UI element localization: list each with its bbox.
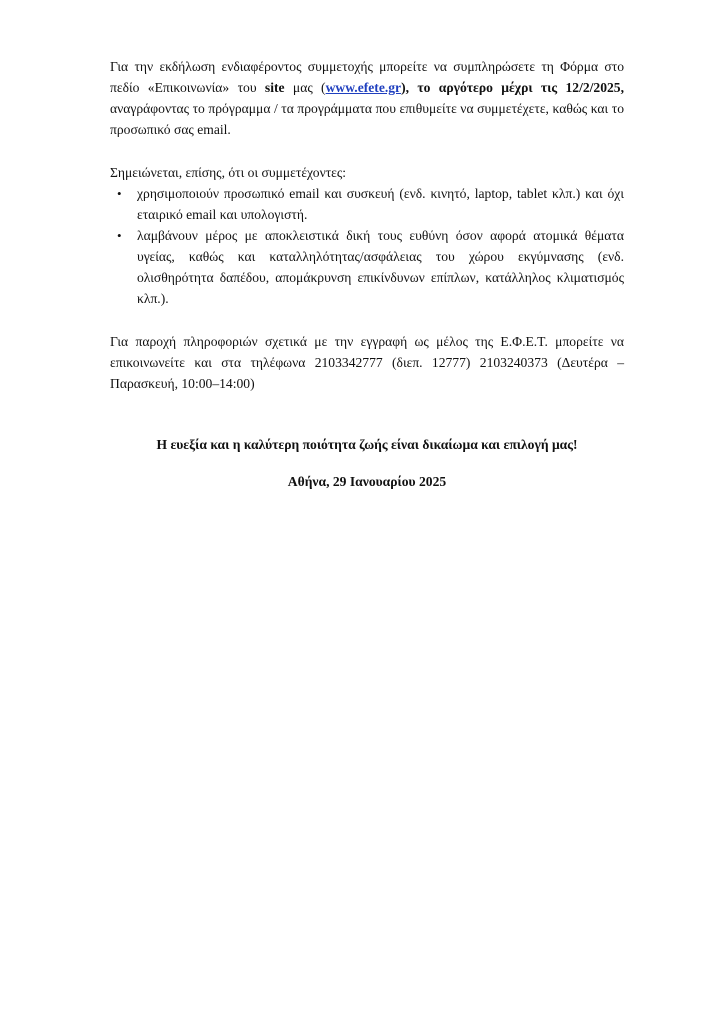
document-page	[110, 56, 624, 492]
efete-website-link[interactable]: www.efete.gr	[325, 80, 402, 95]
site-word: site	[264, 80, 285, 95]
slogan: Η ευεξία και η καλύτερη ποιότητα ζωής είναι δικαίωμα και επιλογή μας!	[156, 437, 578, 452]
place-date: Αθήνα, 29 Ιανουαρίου 2025	[287, 474, 447, 489]
intro-text-4: αναγράφοντας το πρόγραμμα / τα προγράμματα που επιθυμείτε να συμμετέχετε, καθώς και το προσωπικό σας email.	[110, 101, 624, 137]
bullet-icon: •	[117, 186, 122, 201]
list-item	[110, 225, 624, 309]
intro-text-1: Για την εκδήλωση ενδιαφέροντος συμμετοχής μπορείτε να συμπληρώσετε τη Φόρμα στο πεδίο «Επικοινωνία» του	[110, 59, 624, 95]
intro-text-2: μας (	[284, 80, 326, 95]
participant-notes-list	[110, 183, 624, 309]
contact-paragraph: Για παροχή πληροφοριών σχετικά με την εγγραφή ως μέλος της Ε.Φ.Ε.Τ. μπορείτε να επικοινωνείτε και στα τηλέφωνα 2103342777 (διεπ. 12777) 2103240373 (Δευτέρα – Παρασκευή, 10:00–14:00)	[110, 334, 624, 391]
list-item-text: χρησιμοποιούν προσωπικό email και συσκευή (ενδ. κινητό, laptop, tablet κλπ.) και όχι εταιρικό email και υπολογιστή.	[137, 186, 624, 222]
bullet-icon: •	[117, 228, 122, 243]
notes-lead: Σημειώνεται, επίσης, ότι οι συμμετέχοντες:	[110, 165, 347, 180]
list-item	[110, 183, 624, 225]
list-item-text: λαμβάνουν μέρος με αποκλειστικά δική τους ευθύνη όσον αφορά ατομικά θέματα υγείας, καθώς και καταλληλότητας/ασφάλειας του χώρου εκγύμνασης (ενδ. ολισθηρότητα δαπέδου, απομάκρυνση επικίνδυνων επίπλων, κατάλληλος κλιματισμός κλπ.).	[137, 228, 624, 306]
deadline-text: ), το αργότερο μέχρι τις 12/2/2025,	[401, 80, 625, 95]
intro-paragraph	[110, 56, 624, 140]
